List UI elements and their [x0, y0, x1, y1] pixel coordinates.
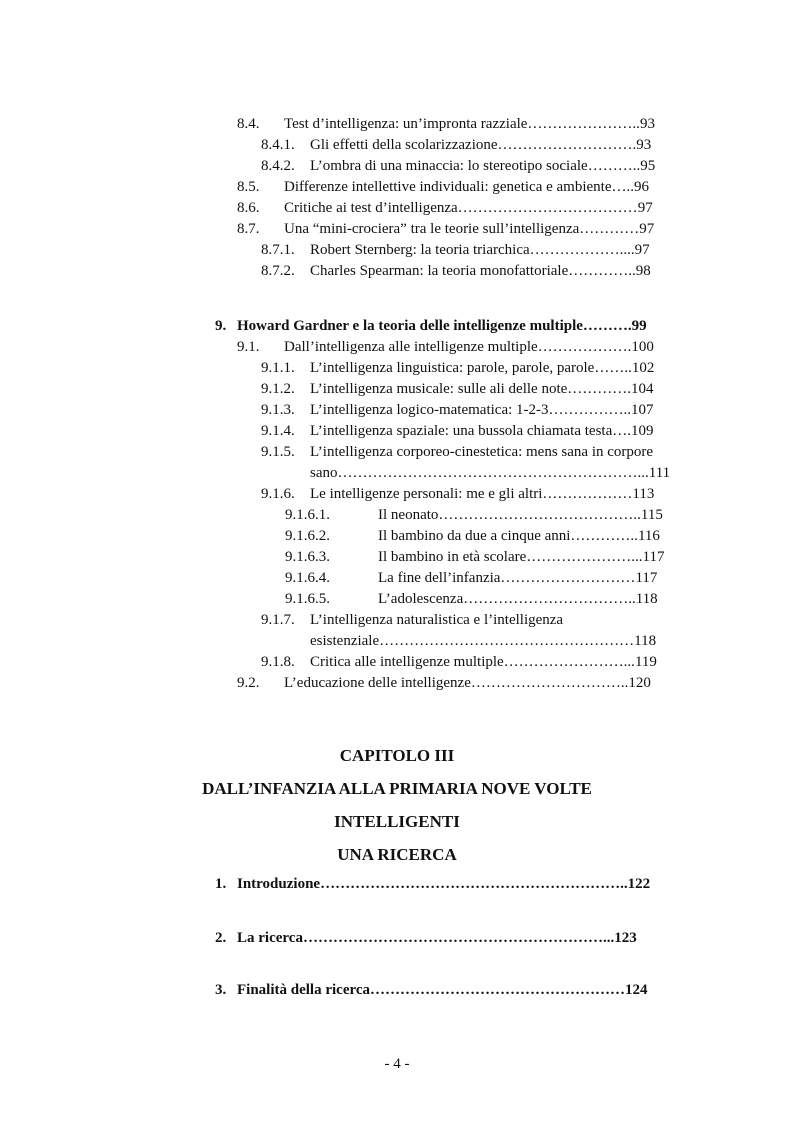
toc-title: Charles Spearman: la teoria monofattoriale…………..	[310, 263, 636, 279]
toc-entry	[261, 240, 650, 260]
toc-title: Howard Gardner e la teoria delle intelligenze multiple……….	[237, 318, 632, 334]
toc-page: 115	[640, 507, 663, 523]
toc-page: 118	[635, 591, 658, 607]
toc-entry	[285, 547, 664, 567]
toc-page: 100	[631, 339, 654, 355]
toc-entry	[285, 589, 658, 609]
toc-title: Dall’intelligenza alle intelligenze multiple……………….	[284, 339, 632, 355]
chapter-label: CAPITOLO III	[339, 746, 455, 765]
toc-title: L’intelligenza musicale: sulle ali delle note………….	[310, 381, 632, 397]
toc-number: 9.2.	[237, 675, 260, 691]
toc-title: Il neonato…………………………………..	[378, 507, 641, 523]
toc-page: 96	[634, 179, 650, 195]
toc-page: 124	[625, 982, 648, 998]
chapter-title-line2: INTELLIGENTI	[334, 812, 460, 831]
toc-number: 8.6.	[237, 200, 260, 216]
toc-page: 117	[635, 570, 658, 586]
toc-page: 119	[634, 654, 657, 670]
toc-entry	[261, 610, 563, 630]
toc-entry	[261, 442, 653, 462]
toc-number: 8.7.	[237, 221, 260, 237]
toc-page: 97	[634, 242, 650, 258]
toc-page: 117	[642, 549, 665, 565]
toc-number: 9.1.6.3.	[285, 549, 330, 565]
toc-page: 99	[631, 318, 647, 334]
toc-title: Robert Sternberg: la teoria triarchica………………....	[310, 242, 635, 258]
toc-entry	[285, 568, 657, 588]
toc-number: 2.	[215, 930, 227, 946]
toc-title: Le intelligenze personali: me e gli altri………………	[310, 486, 633, 502]
toc-number: 3.	[215, 982, 227, 998]
toc-page: 118	[634, 633, 657, 649]
chapter-title-line1: DALL’INFANZIA ALLA PRIMARIA NOVE VOLTE	[202, 779, 592, 798]
toc-page: 107	[631, 402, 654, 418]
toc-title: L’intelligenza logico-matematica: 1-2-3……………..	[310, 402, 632, 418]
toc-page: 109	[631, 423, 654, 439]
toc-entry	[261, 484, 654, 504]
toc-number: 8.4.	[237, 116, 260, 132]
toc-number: 9.1.6.4.	[285, 570, 330, 586]
toc-entry	[237, 673, 651, 693]
toc-entry	[285, 526, 660, 546]
toc-entry-continuation	[261, 631, 656, 651]
toc-number: 9.1.	[237, 339, 260, 355]
toc-number: 8.7.1.	[261, 242, 295, 258]
toc-title: L’intelligenza naturalistica e l’intelligenza	[310, 612, 564, 628]
toc-title: Critica alle intelligenze multiple……………………...	[310, 654, 635, 670]
toc-title: La ricerca……………………………………………………...	[237, 930, 615, 946]
toc-page: 93	[636, 137, 652, 153]
toc-entry	[237, 219, 654, 239]
toc-number: 9.1.6.1.	[285, 507, 330, 523]
chapter-subtitle: UNA RICERCA	[337, 845, 457, 864]
toc-title: Gli effetti della scolarizzazione……………………….	[310, 137, 637, 153]
toc-page: 116	[637, 528, 660, 544]
toc-number: 9.1.6.2.	[285, 528, 330, 544]
toc-title: L’intelligenza spaziale: una bussola chiamata testa….	[310, 423, 631, 439]
toc-title: La fine dell’infanzia………………………	[378, 570, 636, 586]
toc-title: Introduzione……………………………………………………..	[237, 876, 628, 892]
toc-title: Finalità della ricerca……………………………………………	[237, 982, 626, 998]
toc-title: Differenze intellettive individuali: genetica e ambiente…..	[284, 179, 635, 195]
toc-page: 93	[639, 116, 655, 132]
toc-title: Il bambino da due a cinque anni…………..	[378, 528, 638, 544]
toc-entry	[261, 135, 651, 155]
toc-page: 104	[631, 381, 654, 397]
toc-page: 113	[632, 486, 655, 502]
chapter-toc-entry	[215, 980, 648, 1000]
toc-entry	[261, 156, 655, 176]
toc-title: sano……………………………………………………...	[310, 465, 649, 481]
toc-page: 122	[627, 876, 651, 892]
toc-number: 8.5.	[237, 179, 260, 195]
toc-entry	[237, 177, 649, 197]
toc-entry	[237, 198, 653, 218]
toc-page: 97	[639, 221, 655, 237]
toc-number: 9.1.1.	[261, 360, 295, 376]
toc-number: 1.	[215, 876, 227, 892]
toc-page: 97	[637, 200, 653, 216]
toc-entry	[261, 358, 654, 378]
toc-page: 102	[631, 360, 655, 376]
toc-number: 8.4.1.	[261, 137, 295, 153]
toc-page: 120	[628, 675, 651, 691]
toc-title: L’ombra di una minaccia: lo stereotipo sociale………..	[310, 158, 641, 174]
toc-number: 9.1.3.	[261, 402, 295, 418]
toc-entry	[261, 652, 657, 672]
chapter-toc-entry	[215, 874, 650, 894]
toc-number: 9.1.4.	[261, 423, 295, 439]
toc-title: Test d’intelligenza: un’impronta razziale…………………..	[284, 116, 640, 132]
toc-title: L’adolescenza……………………………..	[378, 591, 636, 607]
toc-entry-continuation	[261, 463, 670, 483]
toc-page: 111	[648, 465, 671, 481]
toc-number: 9.1.2.	[261, 381, 295, 397]
toc-number: 8.7.2.	[261, 263, 295, 279]
toc-section-heading	[215, 316, 647, 336]
toc-number: 9.1.6.	[261, 486, 295, 502]
toc-entry	[261, 400, 654, 420]
toc-entry	[237, 114, 655, 134]
toc-page: 123	[614, 930, 637, 946]
toc-title: Una “mini-crociera” tra le teorie sull’intelligenza…………	[284, 221, 640, 237]
toc-number: 9.1.8.	[261, 654, 295, 670]
toc-number: 9.	[215, 318, 227, 334]
toc-page: 98	[635, 263, 651, 279]
toc-entry	[261, 261, 651, 281]
toc-title: L’intelligenza corporeo-cinestetica: mens sana in corpore	[310, 444, 654, 460]
toc-title: esistenziale……………………………………………	[310, 633, 635, 649]
toc-title: Critiche ai test d’intelligenza………………………………	[284, 200, 638, 216]
chapter-toc-entry	[215, 928, 637, 948]
toc-entry	[237, 337, 654, 357]
toc-title: L’educazione delle intelligenze…………………………..	[284, 675, 629, 691]
toc-entry	[285, 505, 663, 525]
toc-number: 8.4.2.	[261, 158, 295, 174]
toc-number: 9.1.5.	[261, 444, 295, 460]
toc-number: 9.1.7.	[261, 612, 295, 628]
toc-number: 9.1.6.5.	[285, 591, 330, 607]
toc-entry	[261, 421, 654, 441]
toc-title: Il bambino in età scolare…………………...	[378, 549, 643, 565]
page-number: - 4 -	[384, 1056, 410, 1072]
toc-page: 95	[640, 158, 656, 174]
toc-title: L’intelligenza linguistica: parole, parole, parole……..	[310, 360, 632, 376]
toc-entry	[261, 379, 654, 399]
